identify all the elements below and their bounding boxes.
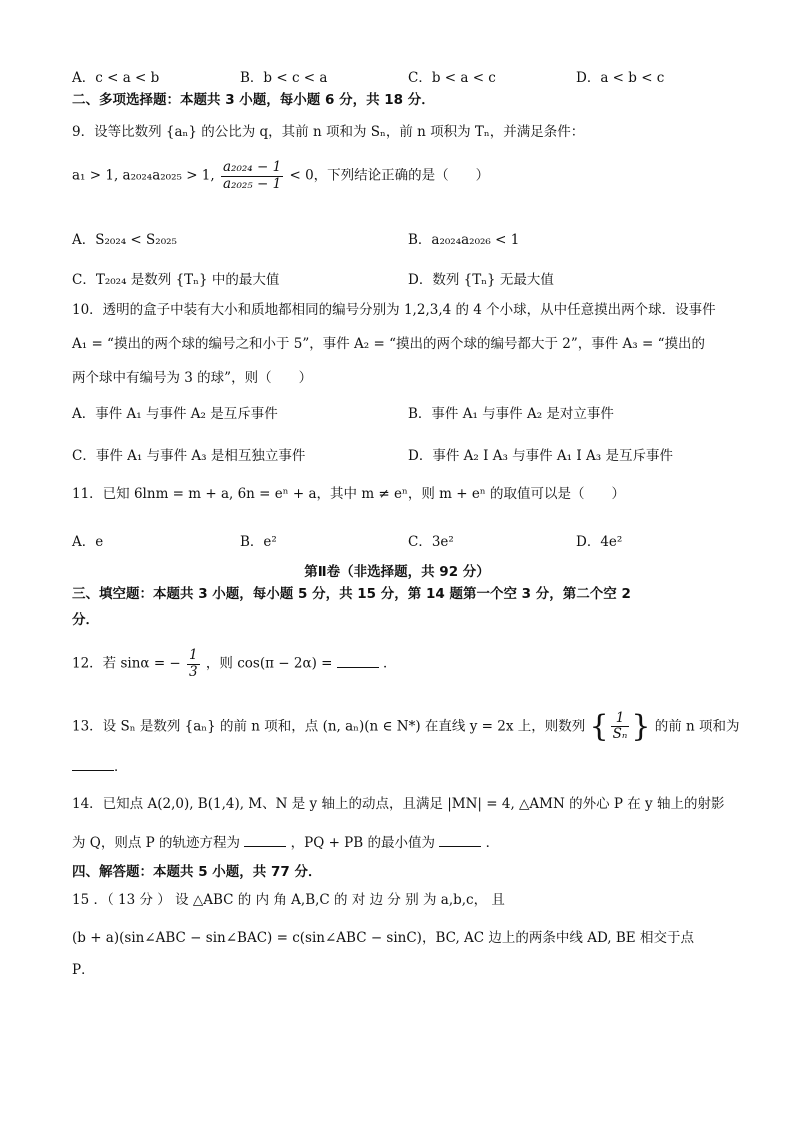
- q12-suffix: ，则 cos(π − 2α) =: [205, 655, 333, 672]
- q14-stem-line2: [72, 834, 499, 852]
- q10-option-c: C．事件 A₁ 与事件 A₃ 是相互独立事件: [72, 448, 306, 464]
- part-2-title: 第Ⅱ卷（非选择题，共 92 分）: [304, 564, 490, 580]
- q14-line2-a: 为 Q，则点 P 的轨迹方程为: [72, 835, 241, 851]
- q10-option-b: B．事件 A₁ 与事件 A₂ 是对立事件: [408, 406, 614, 422]
- q13-answer-blank[interactable]: [72, 758, 114, 771]
- q11-option-d: D．4e²: [576, 534, 623, 550]
- right-brace-icon: }: [631, 709, 651, 744]
- q12-answer-blank[interactable]: [337, 655, 379, 668]
- q14-line2-end: ．: [485, 835, 500, 851]
- q10-option-a: A．事件 A₁ 与事件 A₂ 是互斥事件: [72, 406, 278, 422]
- left-brace-icon: {: [589, 709, 609, 744]
- q14-answer-blank-1[interactable]: [244, 834, 286, 847]
- section-3-title-line1: 三、填空题：本题共 3 小题，每小题 5 分，共 15 分，第 14 题第一个空 3 分，第二个空 2: [72, 586, 631, 602]
- q10-stem-line1: 10．透明的盒子中装有大小和质地都相同的编号分别为 1,2,3,4 的 4 个小球，从中任意摸出两个球．设事件: [72, 302, 716, 318]
- q9-cond-prefix: a₁ > 1, a₂₀₂₄a₂₀₂₅ > 1,: [72, 167, 215, 184]
- q12-stem: [72, 648, 397, 680]
- q14-line2-b: ，PQ + PB 的最小值为: [290, 835, 435, 851]
- q11-option-b: B．e²: [240, 534, 277, 550]
- q11-option-c: C．3e²: [408, 534, 454, 550]
- q9-frac-den: a₂₀₂₅ − 1: [223, 175, 282, 192]
- q14-answer-blank-2[interactable]: [439, 834, 481, 847]
- q13-answer-line: [72, 758, 128, 776]
- q13-frac-den: Sₙ: [612, 726, 628, 743]
- q15-stem-line3: P．: [72, 962, 95, 978]
- q9-option-d: D．数列 {Tₙ} 无最大值: [408, 272, 554, 288]
- q13-frac-num: 1: [611, 711, 630, 728]
- q9-condition: [72, 160, 489, 192]
- q9-option-c: C．T₂₀₂₄ 是数列 {Tₙ} 中的最大值: [72, 272, 280, 288]
- q9-option-b: B．a₂₀₂₄a₂₀₂₆ < 1: [408, 232, 520, 248]
- q10-option-d: D．事件 A₂ I A₃ 与事件 A₁ I A₃ 是互斥事件: [408, 448, 673, 464]
- q9-stem-line1: 9．设等比数列 {aₙ} 的公比为 q，其前 n 项和为 Sₙ，前 n 项积为 Tₙ，并满足条件：: [72, 124, 585, 140]
- q9-frac-num: a₂₀₂₄ − 1: [223, 159, 282, 175]
- q10-stem-line2: A₁ = “摸出的两个球的编号之和小于 5”，事件 A₂ = “摸出的两个球的编号都大于 2”，事件 A₃ = “摸出的: [72, 336, 706, 352]
- section-2-title: 二、多项选择题：本题共 3 小题，每小题 6 分，共 18 分．: [72, 92, 435, 108]
- q8-option-d: D．a < b < c: [576, 70, 665, 86]
- q9-option-a: A．S₂₀₂₄ < S₂₀₂₅: [72, 232, 177, 248]
- q13-fraction: [611, 711, 630, 743]
- q12-frac-num: 1: [189, 647, 198, 663]
- q12-frac-den: 3: [189, 663, 198, 680]
- q11-stem: 11．已知 6lnm = m + a, 6n = eⁿ + a，其中 m ≠ eⁿ，则 m + eⁿ 的取值可以是（ ）: [72, 486, 625, 502]
- q15-stem-line1: 15 ．（ 13 分 ） 设 △ABC 的 内 角 A,B,C 的 对 边 分 别 为 a,b,c， 且: [72, 892, 505, 908]
- q8-option-b: B．b < c < a: [240, 70, 328, 86]
- q12-fraction: [187, 648, 200, 680]
- q13-stem: [72, 708, 740, 746]
- q8-option-c: C．b < a < c: [408, 70, 496, 86]
- q12-prefix: 12．若 sinα = −: [72, 655, 181, 672]
- section-4-title: 四、解答题：本题共 5 小题，共 77 分．: [72, 864, 322, 880]
- q8-option-a: A．c < a < b: [72, 70, 160, 86]
- q9-cond-suffix: < 0，下列结论正确的是（ ）: [289, 167, 490, 184]
- q13-suffix: 的前 n 项和为: [654, 718, 740, 735]
- q9-fraction: [221, 160, 283, 192]
- q14-stem-line1: 14．已知点 A(2,0), B(1,4), M、N 是 y 轴上的动点，且满足 |MN| = 4, △AMN 的外心 P 在 y 轴上的射影: [72, 796, 725, 812]
- q10-stem-line3: 两个球中有编号为 3 的球”，则（ ）: [72, 370, 313, 386]
- q15-stem-line2: (b + a)(sin∠ABC − sin∠BAC) = c(sin∠ABC − sinC)，BC, AC 边上的两条中线 AD, BE 相交于点: [72, 930, 694, 946]
- q12-end: ．: [383, 655, 397, 672]
- q11-option-a: A．e: [72, 534, 104, 550]
- q13-end: ．: [114, 759, 128, 775]
- q13-prefix: 13．设 Sₙ 是数列 {aₙ} 的前 n 项和，点 (n, aₙ)(n ∈ N*) 在直线 y = 2x 上，则数列: [72, 718, 586, 735]
- section-3-title-line2: 分．: [72, 612, 99, 628]
